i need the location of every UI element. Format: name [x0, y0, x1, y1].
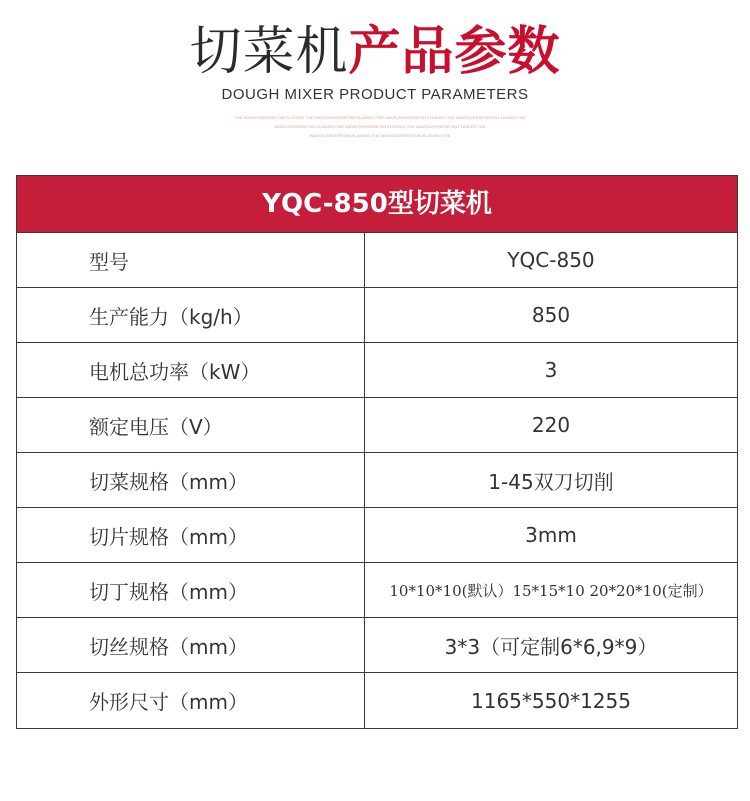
table-row — [17, 453, 737, 508]
table-row — [17, 673, 737, 728]
decorative-fine-print: WAVEOVERSERETIIN FLASHED THE WAVEOVERSERETIIN FLASHED THE WAVEOVERSERETIIN FLASHED THE — [274, 124, 486, 129]
table-row — [17, 343, 737, 398]
page-header — [0, 0, 750, 160]
row-label: 额定电压（V） — [17, 398, 365, 452]
parameters-table — [16, 175, 738, 729]
row-value: 1-45双刀切削 — [488, 469, 614, 494]
table-row — [17, 563, 737, 618]
page-title — [0, 20, 750, 84]
decorative-fine-print: THE WAVEOVERSERETIIN FLASHED THE WAVEOVERSERETIIN FLASHED THE WAVEOVERSERETIIN FLASHED THE WAVEOVERSERETIIN FLASHED THE — [234, 115, 526, 120]
title-product-name: 切菜机 — [189, 22, 349, 82]
page-subtitle: DOUGH MIXER PRODUCT PARAMETERS — [221, 86, 529, 103]
row-label: 电机总功率（kW） — [17, 343, 365, 397]
row-value: 3*3（可定制6*6,9*9） — [444, 634, 658, 659]
row-value: 1165*550*1255 — [471, 688, 631, 713]
row-label: 生产能力（kg/h） — [17, 288, 365, 342]
row-label: 切片规格（mm） — [17, 508, 365, 562]
table-title: YQC-850型切菜机 — [17, 176, 737, 233]
row-value: 850 — [531, 303, 571, 327]
row-label: 外形尺寸（mm） — [17, 673, 365, 728]
table-row — [17, 618, 737, 673]
row-value: 10*10*10(默认）15*15*10 20*20*10(定制） — [389, 581, 713, 600]
row-label: 切菜规格（mm） — [17, 453, 365, 507]
row-label: 型号 — [17, 233, 365, 287]
table-row — [17, 398, 737, 453]
table-row — [17, 288, 737, 343]
row-label: 切丝规格（mm） — [17, 618, 365, 672]
table-row — [17, 508, 737, 563]
row-value: YQC-850 — [507, 248, 595, 272]
row-value: 3 — [544, 358, 558, 382]
row-value: 3mm — [525, 523, 577, 547]
decorative-fine-print: WAVEOVERSERETIIN FLASHED THE WAVEOVERSERETIIN FLASHED THE — [309, 133, 451, 138]
title-highlight: 产品参数 — [348, 22, 561, 82]
table-row — [17, 233, 737, 288]
row-label: 切丁规格（mm） — [17, 563, 365, 617]
row-value: 220 — [531, 413, 571, 437]
